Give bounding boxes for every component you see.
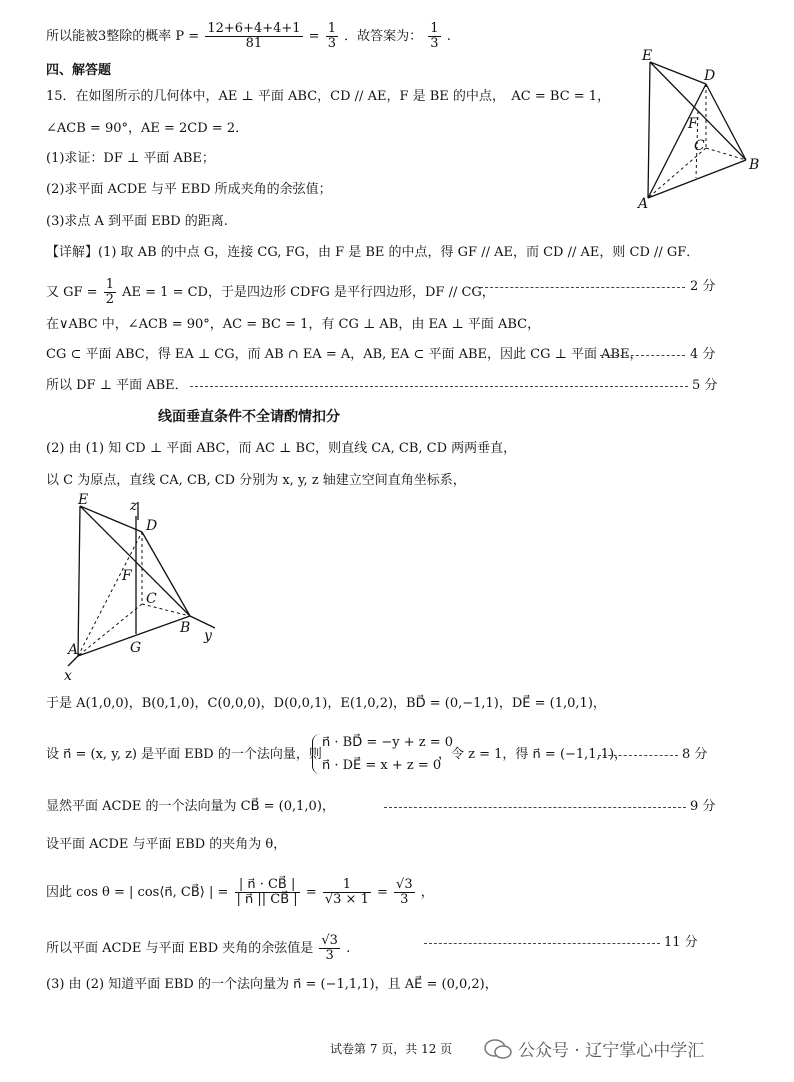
prob-eq: = xyxy=(308,29,320,44)
answer-fraction xyxy=(319,934,340,963)
solution-1-line-3: 在∨ABC 中，∠ACB = 90°，AC = BC = 1，有 CG ⊥ AB，由 EA ⊥ 平面 ABC， xyxy=(46,317,541,332)
fig2-label-B: B xyxy=(180,620,191,636)
question-1: (1)求证：DF ⊥ 平面 ABE； xyxy=(46,151,215,166)
fig2-edge-EA xyxy=(78,506,80,656)
prob-answer-fraction xyxy=(326,22,338,51)
score-dash-5 xyxy=(190,386,688,387)
probability-line xyxy=(46,22,451,51)
score-dash-2 xyxy=(480,287,685,288)
prob-end: . xyxy=(446,29,451,44)
prob-mid: ．故答案为： xyxy=(344,29,423,44)
prob-ans2-den: 3 xyxy=(430,36,439,51)
y-axis xyxy=(190,616,215,628)
score-dash-11 xyxy=(424,943,660,944)
page-footer: 试卷第 7 页，共 12 页 xyxy=(330,1042,453,1056)
solution-1-line-2 xyxy=(46,278,495,307)
normal-vector-line xyxy=(46,746,322,764)
solution-2-line-2: 以 C 为原点，直线 CA, CB, CD 分别为 x, y, z 轴建立空间直角坐标系， xyxy=(46,473,466,488)
fig2-label-D: D xyxy=(146,518,158,534)
normal-prefix: 设 n⃗ = (x, y, z) 是平面 EBD 的一个法向量，则 xyxy=(46,747,322,762)
cos-fraction-1 xyxy=(235,878,300,907)
normal-suffix: ，令 z = 1，得 n⃗ = (−1,1,1)， xyxy=(438,747,628,762)
answer-prefix: 所以平面 ACDE 与平面 EBD 夹角的余弦值是 xyxy=(46,941,314,956)
cos-eq-1: = xyxy=(305,885,317,900)
cos-eq-2: = xyxy=(376,885,388,900)
cos-line xyxy=(46,878,434,907)
sol1-half-den: 2 xyxy=(105,292,114,307)
geometry-figure-2 xyxy=(60,490,235,685)
cos-den-3: 3 xyxy=(400,892,409,907)
question-2: (2)求平面 ACDE 与平 EBD 所成夹角的余弦值； xyxy=(46,182,332,197)
fig1-label-F: F xyxy=(688,116,698,132)
score-dash-4 xyxy=(600,355,685,356)
question-3: (3)求点 A 到平面 EBD 的距离. xyxy=(46,214,228,229)
sol1-half-num: 1 xyxy=(105,277,114,292)
sol1-half-fraction xyxy=(104,278,116,307)
answer-num: √3 xyxy=(321,933,338,948)
edge-CA xyxy=(648,148,706,198)
cos-den-2: √3 × 1 xyxy=(324,892,369,907)
sol1-l2-prefix: 又 GF = xyxy=(46,285,98,300)
cos-fraction-3 xyxy=(394,878,415,907)
prob-answer2-fraction xyxy=(428,22,440,51)
score-2: 2 分 xyxy=(690,279,716,294)
solution-1-line-4: CG ⊂ 平面 ABC，得 EA ⊥ CG，而 AB ∩ EA = A，AB, EA ⊂ 平面 ABE，因此 CG ⊥ 平面 ABE， xyxy=(46,347,643,362)
problem-line-1: 15．在如图所示的几何体中，AE ⊥ 平面 ABC，CD // AE，F 是 BE 的中点， AC = BC = 1， xyxy=(46,89,611,104)
grading-note: 线面垂直条件不全请酌情扣分 xyxy=(158,409,340,425)
section-heading: 四、解答题 xyxy=(46,63,112,78)
fig2-label-A: A xyxy=(68,642,79,658)
fig2-label-x: x xyxy=(64,668,72,684)
cb-normal-line: 显然平面 ACDE 的一个法向量为 CB⃗ = (0,1,0)， xyxy=(46,799,335,814)
edge-DB xyxy=(706,84,746,160)
wechat-icon xyxy=(484,1038,512,1060)
prob-fraction xyxy=(205,22,302,51)
fig2-label-y: y xyxy=(204,628,212,644)
fig1-label-C: C xyxy=(694,138,705,154)
cos-num-3: √3 xyxy=(396,877,413,892)
fig2-edge-EB xyxy=(80,506,190,616)
fig2-label-F: F xyxy=(122,568,132,584)
solution-2-line-1: (2) 由 (1) 知 CD ⊥ 平面 ABC，而 AC ⊥ BC，则直线 CA, CB, CD 两两垂直， xyxy=(46,441,517,456)
score-5: 5 分 xyxy=(692,378,718,393)
cos-end: ， xyxy=(420,885,434,900)
edge-ED xyxy=(650,62,706,84)
fig1-label-D: D xyxy=(704,68,716,84)
fig2-label-C: C xyxy=(146,591,157,607)
prob-ans2-num: 1 xyxy=(430,21,439,36)
watermark: 公众号 · 辽宁掌心中学汇 xyxy=(518,1041,705,1061)
edge-EA xyxy=(648,62,650,198)
answer-den: 3 xyxy=(325,948,334,963)
score-dash-9 xyxy=(384,807,686,808)
prob-num: 12+6+4+4+1 xyxy=(207,21,301,36)
system-eq-2: n⃗ · DE⃗ = x + z = 0 xyxy=(322,758,442,773)
fig2-label-G: G xyxy=(130,640,142,656)
fig1-label-B: B xyxy=(749,157,760,173)
score-11: 11 分 xyxy=(664,935,698,950)
cos-den-1: | n⃗ || CB⃗ | xyxy=(236,892,298,907)
cos-prefix: 因此 cos θ = | cos⟨n⃗, CB⃗⟩ | = xyxy=(46,885,229,900)
edge-AB xyxy=(648,160,746,198)
answer-end: . xyxy=(346,941,351,956)
coordinates-line: 于是 A(1,0,0)，B(0,1,0)，C(0,0,0)，D(0,0,1)，E(1,0,2)，BD⃗ = (0,−1,1)，DE⃗ = (1,0,1)， xyxy=(46,696,606,711)
fig1-label-E: E xyxy=(642,48,653,64)
score-4: 4 分 xyxy=(690,347,716,362)
solution-1-line-1: 【详解】(1) 取 AB 的中点 G，连接 CG, FG，由 F 是 BE 的中点，得 GF // AE，而 CD // AE，则 CD // GF． xyxy=(46,245,700,260)
fig1-label-A: A xyxy=(638,196,649,212)
score-8: 8 分 xyxy=(682,747,708,762)
answer-line xyxy=(46,934,350,963)
prob-den: 81 xyxy=(245,36,263,51)
fig2-label-z: z xyxy=(130,498,138,514)
score-dash-8 xyxy=(598,755,678,756)
cos-num-1: | n⃗ · CB⃗ | xyxy=(235,878,300,893)
prob-ans-num: 1 xyxy=(327,21,336,36)
fig2-label-E: E xyxy=(78,492,89,508)
problem-line-2: ∠ACB = 90°，AE = 2CD = 2． xyxy=(46,121,249,136)
cos-fraction-2 xyxy=(323,878,371,907)
system-brace xyxy=(312,734,321,774)
fig2-edge-AD xyxy=(78,532,142,656)
score-9: 9 分 xyxy=(690,799,716,814)
geometry-figure-1 xyxy=(630,40,770,215)
cos-num-2: 1 xyxy=(323,878,371,893)
prob-prefix: 所以能被3整除的概率 P = xyxy=(46,29,200,44)
system-eq-1: n⃗ · BD⃗ = −y + z = 0 xyxy=(322,735,454,750)
sol1-l2-rest: AE = 1 = CD，于是四边形 CDFG 是平行四边形，DF // CG， xyxy=(122,285,495,300)
theta-line: 设平面 ACDE 与平面 EBD 的夹角为 θ， xyxy=(46,837,287,852)
part-3-line: (3) 由 (2) 知道平面 EBD 的一个法向量为 n⃗ = (−1,1,1)，且 AE⃗ = (0,0,2)， xyxy=(46,977,498,992)
solution-1-line-5: 所以 DF ⊥ 平面 ABE． xyxy=(46,378,188,393)
prob-ans-den: 3 xyxy=(327,36,336,51)
